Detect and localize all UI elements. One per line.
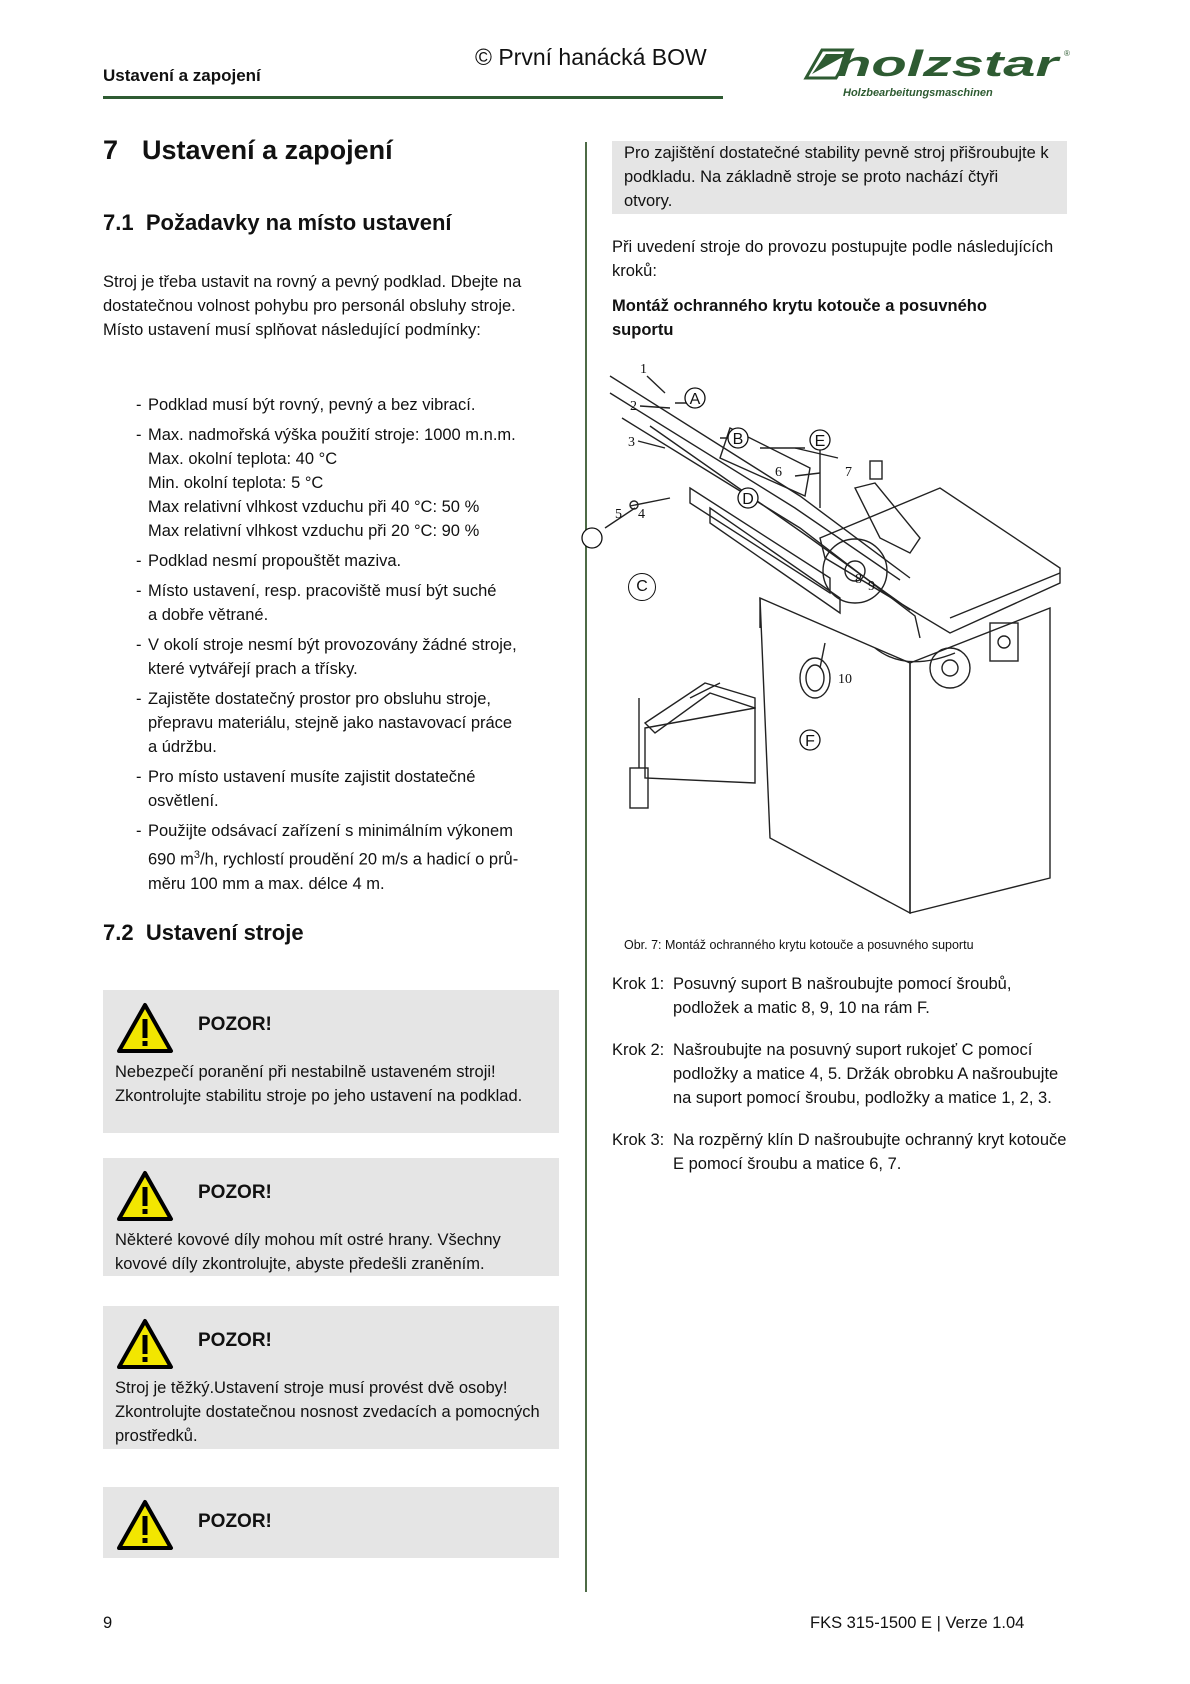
- chapter-number: 7: [103, 135, 119, 165]
- chapter-heading: [103, 135, 563, 166]
- warning-box: [103, 1158, 559, 1276]
- step-text: Našroubujte na posuvný suport rukojeť C pomocí podložky a matice 4, 5. Držák obrobku A našroubujte na suport pomocí šroubu, podložky a matice 1, 2, 3.: [673, 1041, 1059, 1107]
- requirement-item: [136, 633, 566, 681]
- label-D: D: [742, 491, 754, 508]
- requirement-item: [136, 579, 566, 627]
- list-dash: -: [136, 582, 142, 600]
- holzstar-logo: [806, 44, 1068, 102]
- warning-triangle-icon: [116, 1499, 174, 1551]
- section-7-1-heading: [103, 210, 452, 236]
- label-B: B: [732, 431, 744, 448]
- label-A: A: [689, 391, 701, 408]
- requirement-line: Max. okolní teplota: 40 °C: [148, 450, 338, 468]
- step-text: Na rozpěrný klín D našroubujte ochranný kryt kotouče E pomocí šroubu a matice 6, 7.: [673, 1131, 1067, 1173]
- list-dash: -: [136, 426, 142, 444]
- requirement-line: Podklad nesmí propouštět maziva.: [148, 552, 402, 570]
- label-10: 10: [838, 672, 852, 687]
- list-dash: -: [136, 768, 142, 786]
- list-dash: -: [136, 690, 142, 708]
- column-divider: [585, 142, 587, 1592]
- step-label: Krok 2:: [612, 1041, 665, 1059]
- procedure-intro: Při uvedení stroje do provozu postupujte podle následujících kroků:: [612, 238, 1054, 280]
- warning-title: POZOR!: [198, 1014, 272, 1035]
- copyright-text: © První hanácká BOW: [475, 44, 707, 70]
- figure-caption: Obr. 7: Montáž ochranného krytu kotouče a posuvného suportu: [624, 938, 974, 952]
- label-C: C: [628, 573, 656, 601]
- label-9: 9: [868, 579, 875, 594]
- requirement-item: [136, 549, 566, 573]
- label-6: 6: [775, 465, 782, 480]
- assembly-figure: [610, 362, 1060, 913]
- running-header-title: Ustavení a zapojení: [103, 66, 261, 85]
- warning-text: Nebezpečí poranění při nestabilně ustaveném stroji! Zkontrolujte stabilitu stroje po jeho ustavení na podklad.: [115, 1063, 523, 1105]
- warning-title: POZOR!: [198, 1330, 272, 1351]
- requirement-line: a dobře větrané.: [148, 606, 269, 624]
- requirements-list: [136, 393, 566, 902]
- step-item: [612, 1128, 1072, 1176]
- requirement-line: Místo ustavení, resp. pracoviště musí být suché: [148, 582, 497, 600]
- requirement-line: které vytvářejí prach a třísky.: [148, 660, 358, 678]
- section-7-2-heading: [103, 920, 304, 946]
- warning-triangle-icon: [116, 1170, 174, 1222]
- requirement-line: [148, 843, 566, 872]
- label-2: 2: [630, 399, 637, 414]
- requirement-line: Max relativní vlhkost vzduchu při 20 °C: 90 %: [148, 522, 480, 540]
- label-4: 4: [638, 507, 645, 522]
- requirement-line: V okolí stroje nesmí být provozovány žádné stroje,: [148, 636, 517, 654]
- warning-title: POZOR!: [198, 1182, 272, 1203]
- requirement-item: [136, 423, 566, 543]
- page-number: 9: [103, 1614, 113, 1632]
- requirement-line: Zajistěte dostatečný prostor pro obsluhu stroje,: [148, 690, 492, 708]
- warning-box: [103, 990, 559, 1133]
- label-1: 1: [640, 362, 647, 377]
- section-7-1-intro: Stroj je třeba ustavit na rovný a pevný podklad. Dbejte na dostatečnou volnost pohybu pro personál obsluhy stroje. Místo ustavení musí splňovat následující podmínky:: [103, 273, 522, 339]
- logo-wordmark: holzstar: [836, 43, 1062, 84]
- warning-box: [103, 1487, 559, 1558]
- header-rule: [103, 96, 723, 99]
- requirement-item: [136, 819, 566, 896]
- section-title: Požadavky na místo ustavení: [145, 210, 452, 235]
- section-number: 7.2: [103, 920, 134, 945]
- info-box: [612, 141, 1067, 214]
- warning-text: Některé kovové díly mohou mít ostré hrany. Všechny kovové díly zkontrolujte, abyste předešli zraněním.: [115, 1231, 501, 1273]
- requirement-line: Max. nadmořská výška použití stroje: 1000 m.n.m.: [148, 426, 516, 444]
- list-dash: -: [136, 636, 142, 654]
- label-F: F: [805, 733, 815, 750]
- assembly-steps: [612, 972, 1072, 1194]
- document-id: FKS 315-1500 E | Verze 1.04: [810, 1614, 1025, 1632]
- step-text: Posuvný suport B našroubujte pomocí šroubů, podložek a matic 8, 9, 10 na rám F.: [673, 975, 1012, 1017]
- requirement-item: [136, 687, 566, 759]
- label-5: 5: [615, 507, 622, 522]
- procedure-subheading: Montáž ochranného krytu kotouče a posuvného suportu: [612, 297, 987, 339]
- step-item: [612, 972, 1072, 1020]
- requirement-item: [136, 765, 566, 813]
- warning-box: [103, 1306, 559, 1449]
- label-8: 8: [855, 572, 862, 587]
- requirement-item: [136, 393, 566, 417]
- requirement-line: přepravu materiálu, stejně jako nastavovací práce: [148, 714, 513, 732]
- requirement-line: Pro místo ustavení musíte zajistit dostatečné: [148, 768, 476, 786]
- label-E: E: [814, 433, 826, 450]
- requirement-line: a údržbu.: [148, 738, 217, 756]
- requirement-line: Použijte odsávací zařízení s minimálním výkonem: [148, 822, 513, 840]
- logo-tagline: Holzbearbeitungsmaschinen: [843, 87, 993, 99]
- warning-triangle-icon: [116, 1002, 174, 1054]
- list-dash: -: [136, 552, 142, 570]
- section-title: Ustavení stroje: [145, 920, 304, 945]
- requirement-fragment: 690 m: [148, 850, 194, 869]
- info-box-text: Pro zajištění dostatečné stability pevně stroj přišroubujte k podkladu. Na základně stroje se proto nachází čtyři otvory.: [624, 144, 1049, 210]
- label-3: 3: [628, 435, 635, 450]
- section-number: 7.1: [103, 210, 134, 235]
- warning-text: Stroj je těžký.Ustavení stroje musí provést dvě osoby! Zkontrolujte dostatečnou nosnost zvedacích a pomocných prostředků.: [115, 1379, 540, 1445]
- requirement-line: měru 100 mm a max. délce 4 m.: [148, 874, 385, 893]
- label-7: 7: [845, 465, 852, 480]
- svg-text:®: ®: [1064, 49, 1070, 58]
- superscript: 3: [193, 849, 200, 861]
- requirement-line: Podklad musí být rovný, pevný a bez vibrací.: [148, 396, 476, 414]
- requirement-fragment: /h, rychlostí proudění 20 m/s a hadicí o prů-: [199, 850, 519, 869]
- requirement-line: Max relativní vlhkost vzduchu při 40 °C: 50 %: [148, 498, 480, 516]
- requirement-line: osvětlení.: [148, 792, 219, 810]
- list-dash: -: [136, 822, 142, 840]
- step-item: [612, 1038, 1072, 1110]
- step-label: Krok 1:: [612, 975, 665, 993]
- warning-triangle-icon: [116, 1318, 174, 1370]
- warning-title: POZOR!: [198, 1511, 272, 1532]
- step-label: Krok 3:: [612, 1131, 665, 1149]
- requirement-line: Min. okolní teplota: 5 °C: [148, 474, 324, 492]
- chapter-title: Ustavení a zapojení: [142, 135, 393, 165]
- list-dash: -: [136, 396, 142, 414]
